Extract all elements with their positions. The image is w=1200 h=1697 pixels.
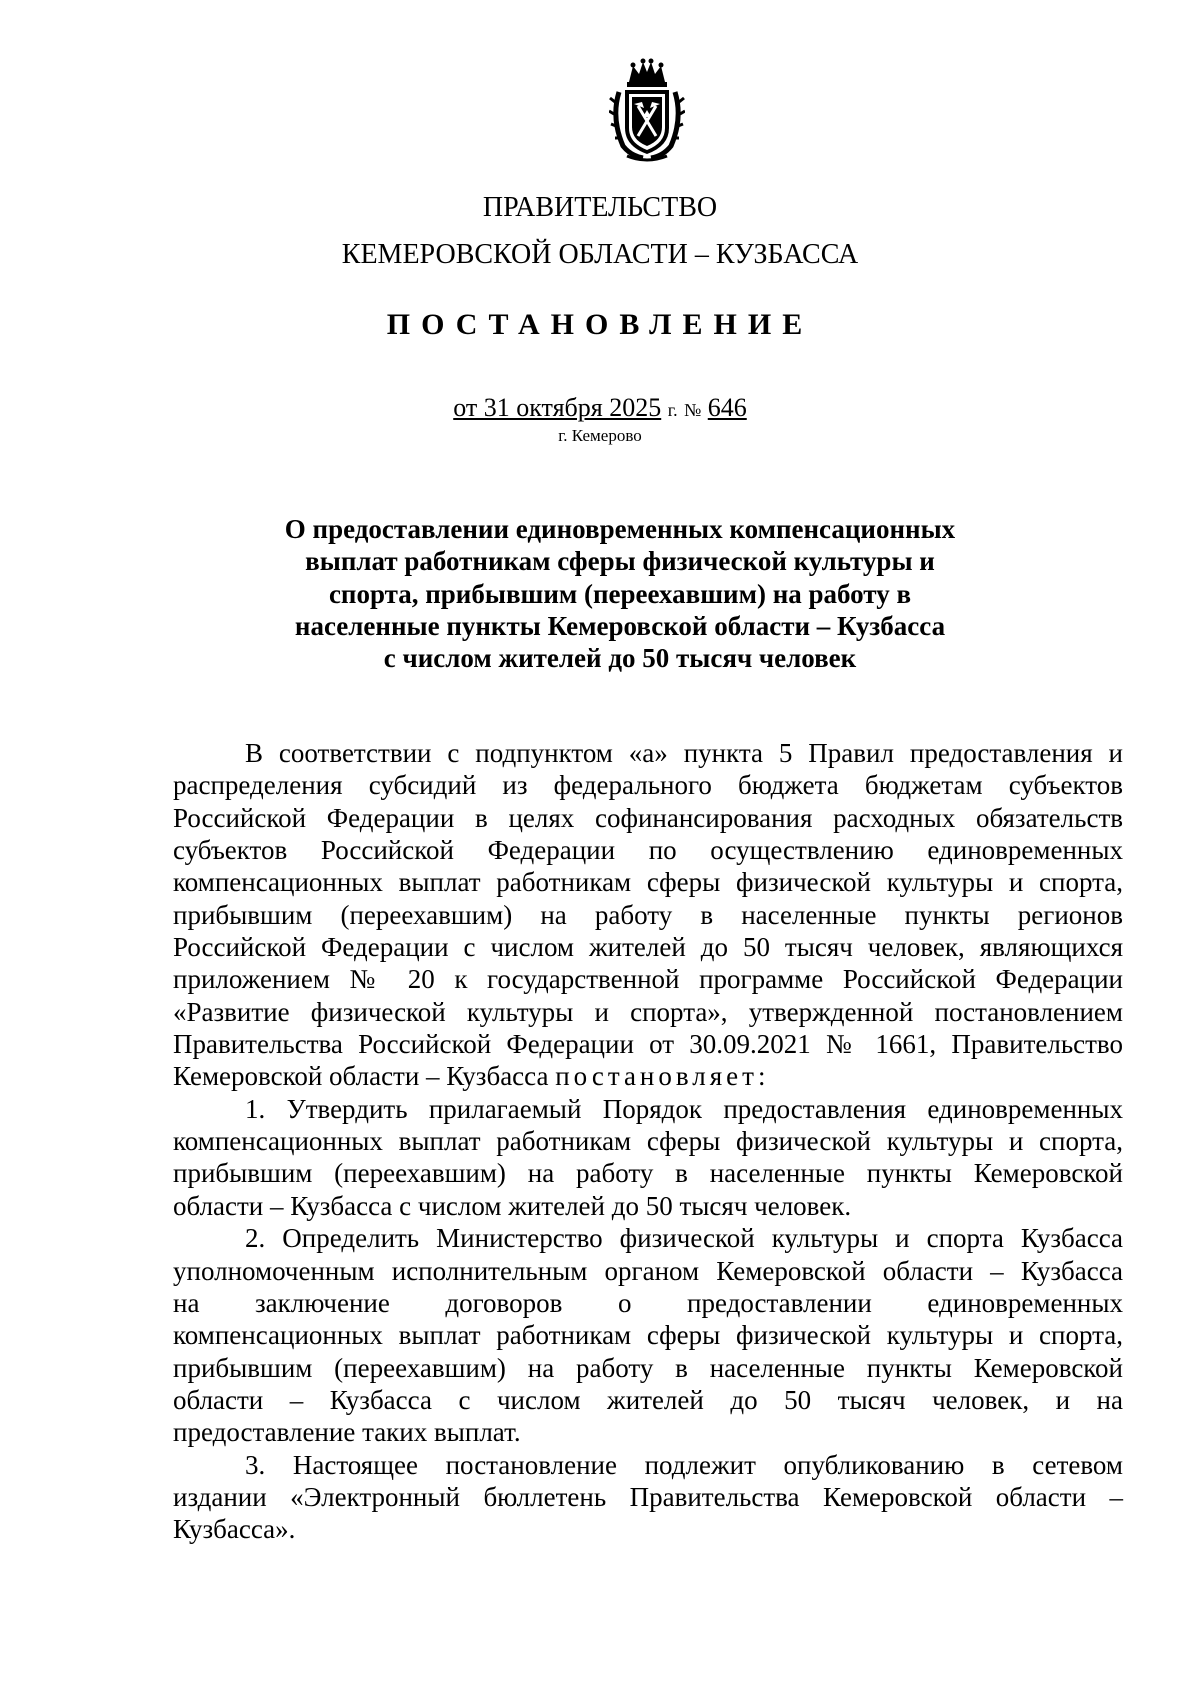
body-line: предоставление таких выплат. xyxy=(173,1417,521,1448)
document-number: 646 xyxy=(707,393,747,422)
body-line: 2. Определить Министерство физической культуры и спорта Кузбасса xyxy=(245,1223,1123,1254)
title-line: населенные пункты Кемеровской области – Кузбасса xyxy=(294,610,946,641)
body-line: Кузбасса». xyxy=(173,1514,296,1545)
document-type: ПОСТАНОВЛЕНИЕ xyxy=(386,308,814,341)
body-line: 1. Утвердить прилагаемый Порядок предоставления единовременных xyxy=(245,1093,1123,1124)
document-date: от 31 октября 2025 xyxy=(453,393,662,422)
government-name-line2: КЕМЕРОВСКОЙ ОБЛАСТИ – КУЗБАССА xyxy=(341,239,859,270)
body-line: субъектов Российской Федерации по осуществлению единовременных xyxy=(173,835,1123,866)
body-line: прибывшим (переехавшим) на работу в населенные пункты Кемеровской xyxy=(173,1158,1123,1189)
body-line: приложением № 20 к государственной программе Российской Федерации xyxy=(173,964,1123,995)
document-body xyxy=(173,737,1123,1546)
body-line: В соответствии с подпунктом «а» пункта 5 Правил предоставления и xyxy=(245,738,1123,768)
title-line: выплат работникам сферы физической культуры и xyxy=(305,546,935,577)
body-line: компенсационных выплат работникам сферы физической культуры и спорта, xyxy=(173,1126,1123,1157)
resolves-word: постановляет: xyxy=(555,1061,770,1092)
body-line: компенсационных выплат работникам сферы физической культуры и спорта, xyxy=(173,867,1123,898)
body-line: прибывшим (переехавшим) на работу в населенные пункты Кемеровской xyxy=(173,1352,1123,1383)
body-line: компенсационных выплат работникам сферы физической культуры и спорта, xyxy=(173,1320,1123,1351)
body-line: «Развитие физической культуры и спорта», утвержденной постановлением xyxy=(173,996,1123,1027)
title-line: О предоставлении единовременных компенсационных xyxy=(284,514,956,544)
body-line: прибывшим (переехавшим) на работу в населенные пункты регионов xyxy=(173,899,1123,930)
title-line: с числом жителей до 50 тысяч человек xyxy=(383,643,857,674)
coat-of-arms-emblem xyxy=(609,58,685,162)
body-line: области – Кузбасса с числом жителей до 50 тысяч человек, и на xyxy=(173,1384,1123,1415)
body-line: Российской Федерации в целях софинансирования расходных обязательств xyxy=(173,802,1123,833)
body-line xyxy=(173,1060,1123,1092)
date-number-line xyxy=(0,392,1200,426)
body-line: области – Кузбасса с числом жителей до 50 тысяч человек. xyxy=(173,1190,852,1221)
body-line-text: Кемеровской области – Кузбасса xyxy=(173,1061,556,1092)
document-title xyxy=(270,513,970,674)
title-line: спорта, прибывшим (переехавшим) на работу в xyxy=(328,578,912,609)
body-line: 3. Настоящее постановление подлежит опубликованию в сетевом xyxy=(245,1449,1123,1480)
body-line: Правительства Российской Федерации от 30.09.2021 № 1661, Правительство xyxy=(173,1029,1123,1060)
body-line: издании «Электронный бюллетень Правительства Кемеровской области – xyxy=(173,1481,1123,1512)
government-name-line1: ПРАВИТЕЛЬСТВО xyxy=(482,192,718,223)
body-line: Российской Федерации с числом жителей до 50 тысяч человек, являющихся xyxy=(173,932,1123,963)
city: г. Кемерово xyxy=(558,426,642,445)
body-line: на заключение договоров о предоставлении единовременных xyxy=(173,1287,1123,1318)
body-line: распределения субсидий из федерального бюджета бюджетам субъектов xyxy=(173,770,1123,801)
body-line: уполномоченным исполнительным органом Кемеровской области – Кузбасса xyxy=(173,1255,1123,1286)
year-suffix: г. xyxy=(667,400,678,420)
number-sign: № xyxy=(684,400,702,420)
